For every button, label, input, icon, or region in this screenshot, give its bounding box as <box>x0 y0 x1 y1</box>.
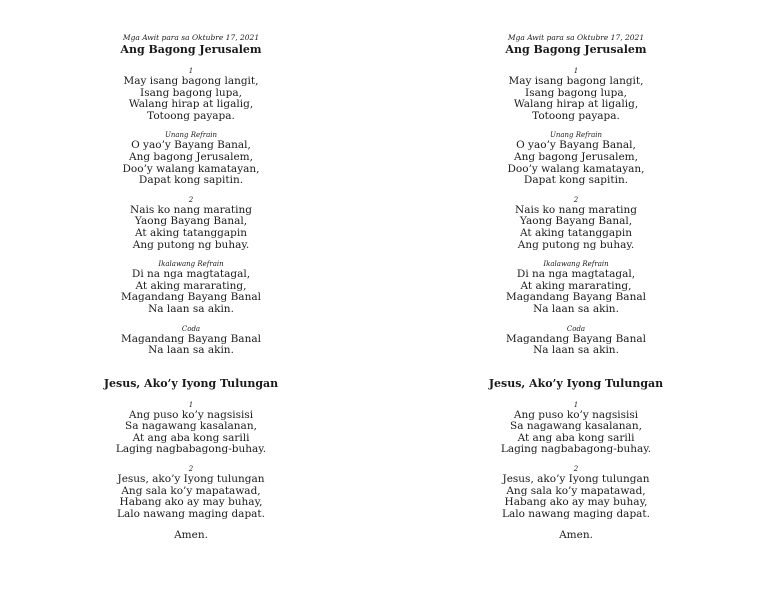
song-title: Ang Bagong Jerusalem <box>505 43 647 56</box>
song1-section <box>71 43 311 357</box>
lyric-line: May isang bagong langit, <box>508 75 644 87</box>
verse-label: Ikalawang Refrain <box>543 260 609 269</box>
lyric-line: Nais ko nang marating <box>130 203 252 216</box>
verse-block <box>456 131 696 186</box>
lyric-line: Ang puso ko’y nagsisisi <box>513 408 639 421</box>
verse-label: 2 <box>188 195 194 204</box>
lyric-line: O yao’y Bayang Banal, <box>131 139 251 152</box>
lyric-line: Walang hirap at ligalig, <box>128 98 254 111</box>
lyric-line: Yaong Bayang Banal, <box>519 215 633 228</box>
lyric-line: Ang putong ng buhay. <box>517 238 635 251</box>
verse-block <box>71 401 311 456</box>
verse-block <box>71 260 311 315</box>
verse-label: Ikalawang Refrain <box>158 260 224 269</box>
lyric-line: Lalo nawang maging dapat. <box>502 507 650 520</box>
verse-block <box>456 260 696 315</box>
lyric-line: Ang puso ko’y nagsisisi <box>128 408 254 421</box>
lyric-line: At ang aba kong sarili <box>132 431 250 444</box>
song2-section <box>456 377 696 542</box>
song-title: Ang Bagong Jerusalem <box>120 43 262 56</box>
verse-label: 1 <box>188 400 194 409</box>
lyric-line: Doo’y walang kamatayan, <box>507 162 645 175</box>
lyric-line: May isang bagong langit, <box>123 75 259 87</box>
song2-section <box>71 377 311 542</box>
lyric-line: Walang hirap at ligalig, <box>513 98 639 111</box>
lyric-line: Magandang Bayang Banal <box>506 332 646 345</box>
page-header: Mga Awit para sa Oktubre 17, 2021 <box>122 33 260 42</box>
lyric-line: At aking mararating, <box>520 279 632 292</box>
lyric-line: Ang bagong Jerusalem, <box>514 150 638 163</box>
lyric-line: Jesus, ako’y Iyong tulungan <box>502 473 650 486</box>
verse-block <box>71 131 311 186</box>
lyric-line: At aking mararating, <box>135 279 247 292</box>
lyric-line: O yao’y Bayang Banal, <box>516 139 636 152</box>
lyric-line: Ang sala ko’y mapatawad, <box>121 484 261 497</box>
left-column <box>71 33 311 541</box>
lyric-line: Laging nagbabagong-buhay. <box>500 443 652 456</box>
amen-text: Amen. <box>174 529 208 542</box>
song-title: Jesus, Ako’y Iyong Tulungan <box>488 376 664 390</box>
lyric-line: Yaong Bayang Banal, <box>134 215 248 228</box>
verse-label: Unang Refrain <box>164 131 218 140</box>
lyric-line: Nais ko nang marating <box>515 203 637 216</box>
song-title: Jesus, Ako’y Iyong Tulungan <box>103 376 279 390</box>
verse-block <box>456 401 696 456</box>
lyric-line: Isang bagong lupa, <box>525 86 627 99</box>
lyric-line: Sa nagawang kasalanan, <box>510 420 642 433</box>
lyric-line: Habang ako ay may buhay, <box>119 496 263 509</box>
lyric-line: Totoong payapa. <box>532 109 620 122</box>
lyric-line: Na laan sa akin. <box>148 302 234 315</box>
lyric-line: Ang putong ng buhay. <box>132 238 250 251</box>
verse-block <box>71 325 311 357</box>
lyric-line: At aking tatanggapin <box>519 226 633 239</box>
lyric-line: Lalo nawang maging dapat. <box>117 507 265 520</box>
verse-label: Coda <box>181 324 201 333</box>
lyric-line: Sa nagawang kasalanan, <box>125 420 257 433</box>
verse-block <box>71 465 311 520</box>
verse-label: 2 <box>573 465 579 474</box>
verse-label: 1 <box>573 400 579 409</box>
lyric-line: Doo’y walang kamatayan, <box>122 162 260 175</box>
lyric-line: Jesus, ako’y Iyong tulungan <box>117 473 265 486</box>
verse-block <box>456 325 696 357</box>
lyric-line: Isang bagong lupa, <box>140 86 242 99</box>
verse-block <box>456 67 696 122</box>
lyric-line: Dapat kong sapitin. <box>138 174 244 187</box>
page-header: Mga Awit para sa Oktubre 17, 2021 <box>507 33 645 42</box>
amen-text: Amen. <box>559 529 593 542</box>
lyric-line: Totoong payapa. <box>147 109 235 122</box>
lyric-line: Laging nagbabagong-buhay. <box>115 443 267 456</box>
verse-label: 1 <box>188 67 194 75</box>
lyric-line: Ang bagong Jerusalem, <box>129 150 253 163</box>
lyric-line: At ang aba kong sarili <box>517 431 635 444</box>
lyric-line: Na laan sa akin. <box>148 344 234 357</box>
verse-label: 1 <box>573 67 579 75</box>
right-column <box>456 33 696 541</box>
lyric-line: Magandang Bayang Banal <box>121 291 261 304</box>
verse-label: Coda <box>566 324 586 333</box>
verse-label: Unang Refrain <box>549 131 603 140</box>
lyric-line: Ang sala ko’y mapatawad, <box>506 484 646 497</box>
verse-label: 2 <box>188 465 194 474</box>
verse-block <box>456 465 696 520</box>
lyric-line: At aking tatanggapin <box>134 226 248 239</box>
song1-section <box>456 43 696 357</box>
verse-block <box>71 196 311 251</box>
lyric-line: Na laan sa akin. <box>533 344 619 357</box>
verse-block <box>71 67 311 122</box>
lyric-line: Dapat kong sapitin. <box>523 174 629 187</box>
lyric-line: Habang ako ay may buhay, <box>504 496 648 509</box>
verse-block <box>456 196 696 251</box>
lyric-line: Na laan sa akin. <box>533 302 619 315</box>
lyric-line: Di na nga magtatagal, <box>516 268 636 281</box>
lyric-line: Di na nga magtatagal, <box>131 268 251 281</box>
lyric-line: Magandang Bayang Banal <box>121 332 261 345</box>
lyric-line: Magandang Bayang Banal <box>506 291 646 304</box>
verse-label: 2 <box>573 195 579 204</box>
